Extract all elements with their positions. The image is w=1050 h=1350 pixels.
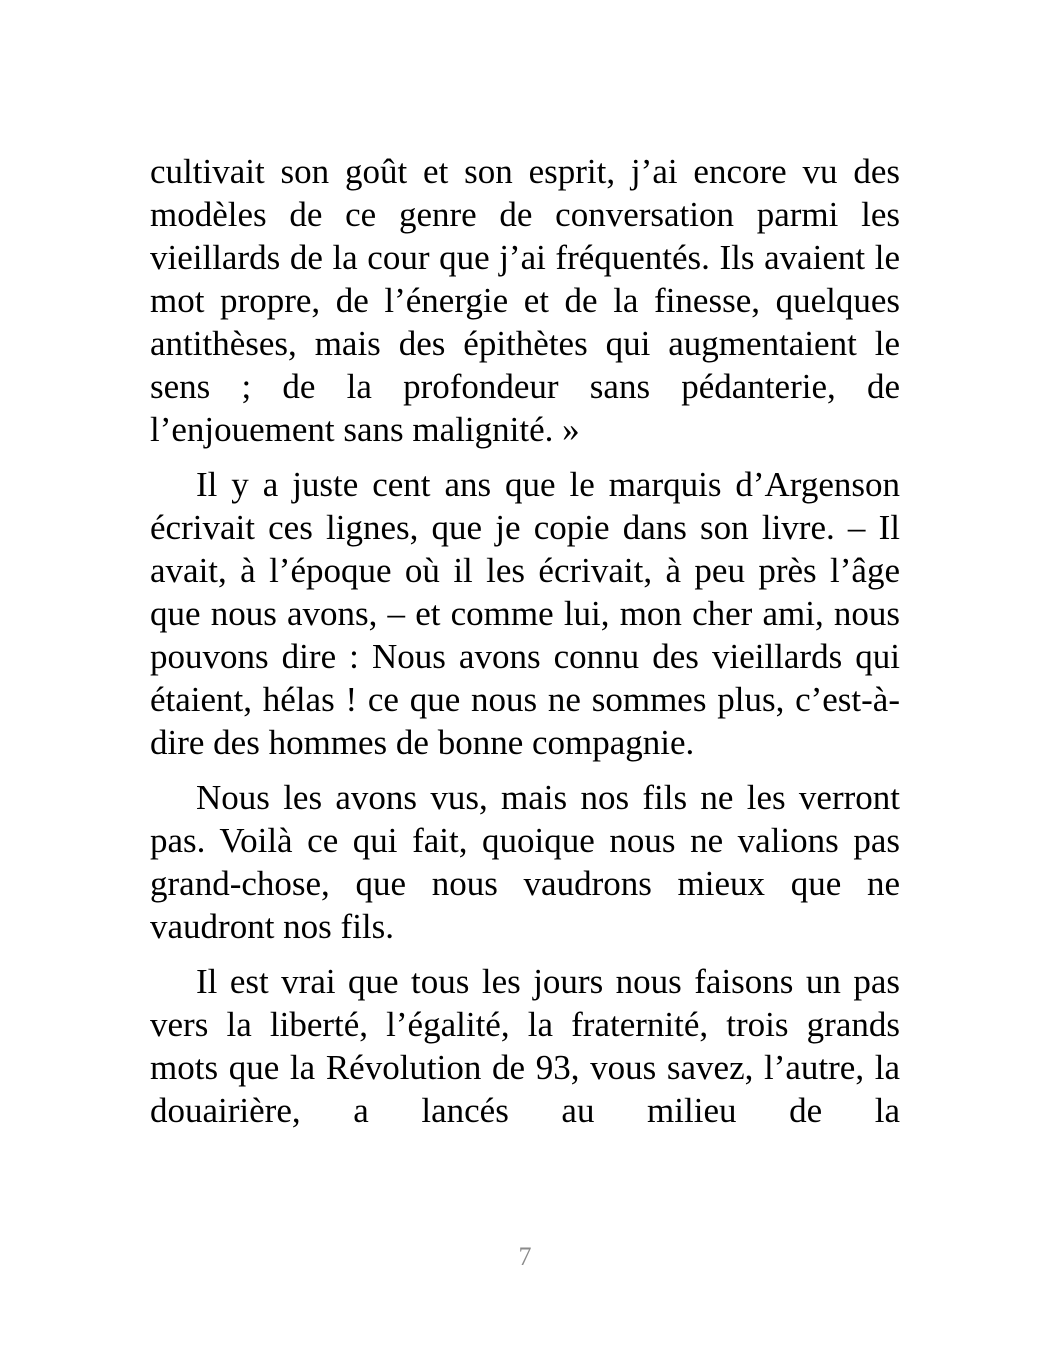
paragraph-argenson: Il y a juste cent ans que le marquis d’Argenson écrivait ces lignes, que je copie dans son livre. – Il avait, à l’époque où il les écrivait, à peu près l’âge que nous avons, – et comme lui, mon cher ami, nous pouvons dire : Nous avons connu des vieillards qui étaient, hélas ! ce que nous ne sommes plus, c’est-à-dire des hommes de bonne compagnie. [150,465,900,762]
paragraph-liberte: Il est vrai que tous les jours nous faisons un pas vers la liberté, l’égalité, la fraternité, trois grands mots que la Révolution de 93, vous savez, l’autre, la douairière, a lancés au milieu de la [150,962,900,1130]
body-text [150,150,900,1144]
paragraph-continuation: cultivait son goût et son esprit, j’ai encore vu des modèles de ce genre de conversation parmi les vieillards de la cour que j’ai fréquentés. Ils avaient le mot propre, de l’énergie et de la finesse, quelques antithèses, mais des épithètes qui augmentaient le sens ; de la profondeur sans pédanterie, de l’enjouement sans malignité. » [150,152,900,449]
page-number: 7 [518,1242,532,1271]
paragraph-fils: Nous les avons vus, mais nos fils ne les verront pas. Voilà ce qui fait, quoique nous ne valions pas grand-chose, que nous vaudrons mieux que ne vaudront nos fils. [150,778,900,946]
